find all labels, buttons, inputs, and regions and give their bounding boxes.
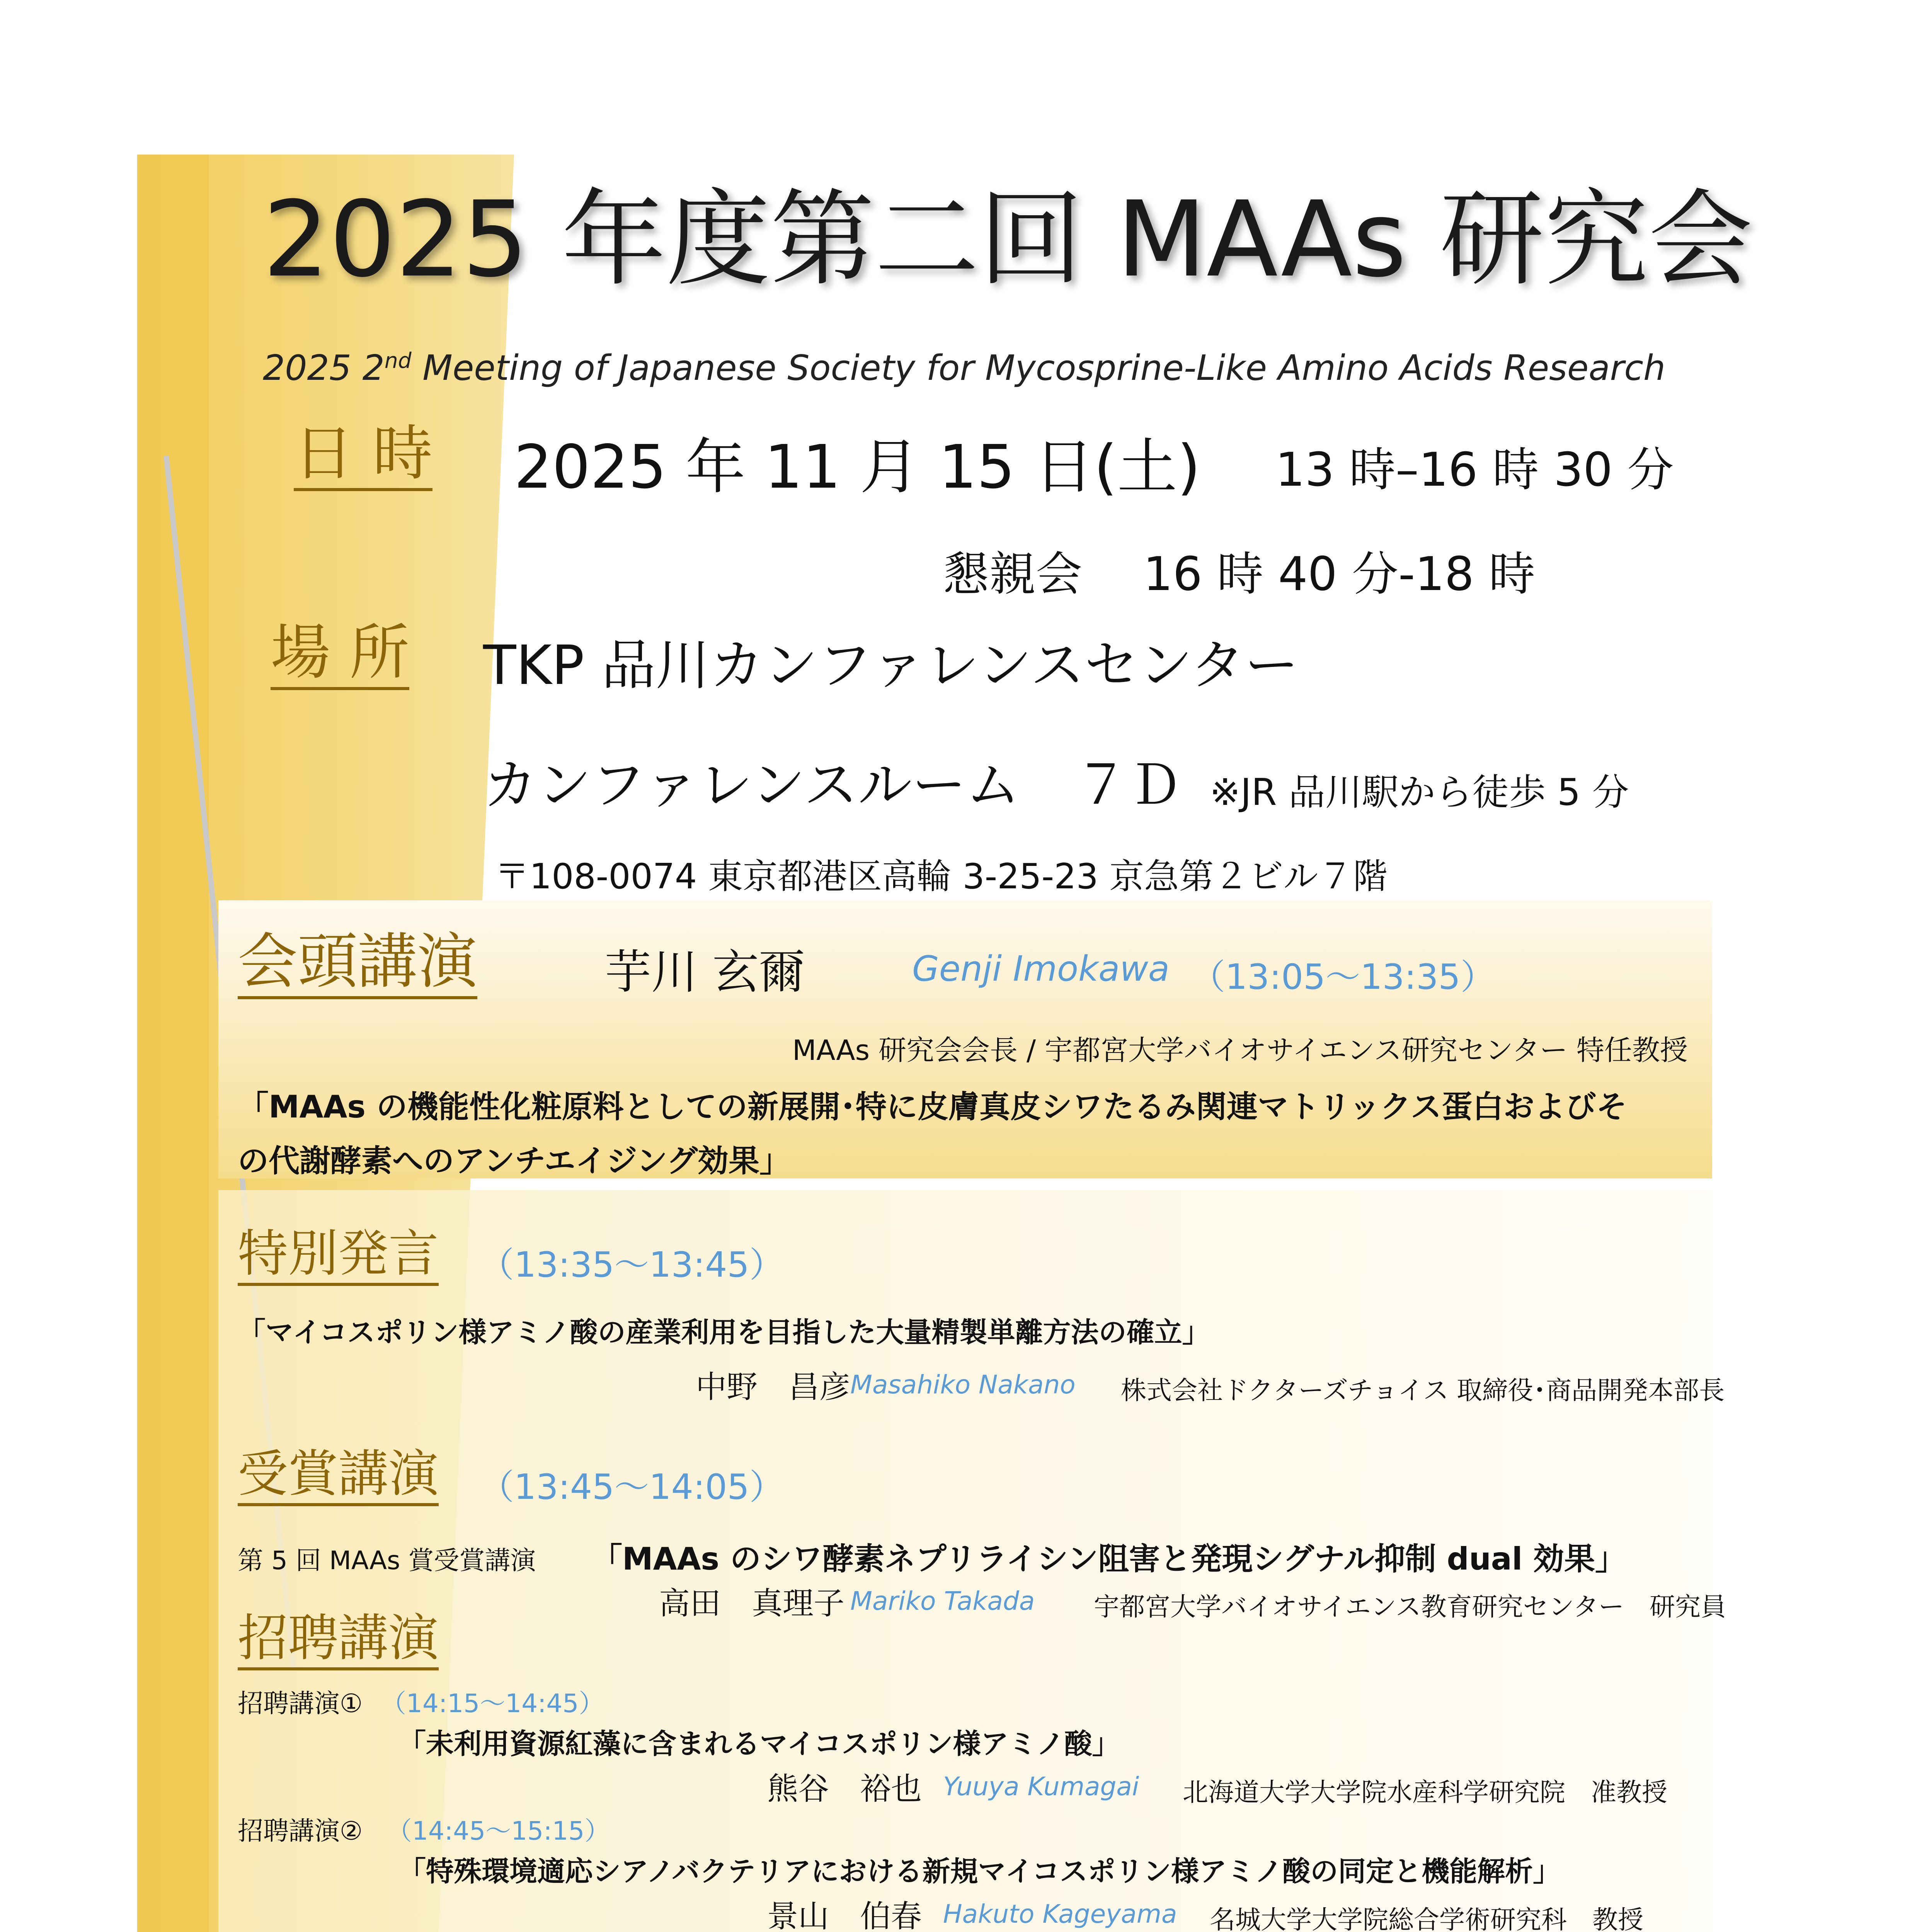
page-subtitle	[263, 348, 1665, 388]
invited-2-speaker: 景山 伯春	[767, 1898, 922, 1932]
event-time: 13 時–16 時 30 分	[1275, 443, 1674, 497]
venue-room: カンファレンスルーム ７Ｄ	[483, 754, 1183, 817]
keynote-speaker: 芋川 玄爾	[605, 946, 805, 999]
invited-2-num: 招聘講演②	[238, 1816, 363, 1846]
invited-1-affiliation: 北海道大学大学院水産科学研究院 准教授	[1183, 1777, 1667, 1807]
invited-2-speaker-en: Hakuto Kageyama	[943, 1899, 1177, 1929]
keynote-label: 会頭講演	[238, 927, 477, 999]
award-label: 受賞講演	[238, 1445, 439, 1506]
special-title: 「マイコスポリン様アミノ酸の産業利用を目指した大量精製単離方法の確立」	[238, 1316, 1210, 1349]
invited-1-num: 招聘講演①	[238, 1689, 363, 1718]
subtitle-sup: nd	[384, 348, 412, 373]
invited-1-title: 「未利用資源紅藻に含まれるマイコスポリン様アミノ酸」	[398, 1728, 1120, 1760]
award-affiliation: 宇都宮大学バイオサイエンス教育研究センター 研究員	[1094, 1592, 1726, 1622]
special-affiliation: 株式会社ドクターズチョイス 取締役･商品開発本部長	[1121, 1376, 1725, 1405]
special-speaker: 中野 昌彦	[696, 1369, 850, 1405]
party-time: 懇親会 16 時 40 分-18 時	[943, 548, 1536, 601]
keynote-speaker-en: Genji Imokawa	[912, 949, 1170, 989]
invited-2-title: 「特殊環境適応シアノバクテリアにおける新規マイコスポリン様アミノ酸の同定と機能解析」	[398, 1855, 1561, 1888]
venue-name: TKP 品川カンファレンスセンター	[483, 634, 1299, 697]
award-prefix: 第 5 回 MAAs 賞受賞講演	[238, 1546, 536, 1575]
invited-1-speaker-en: Yuuya Kumagai	[943, 1772, 1139, 1801]
page-title: 2025 年度第二回 MAAs 研究会	[263, 179, 1753, 300]
venue-access: ※JR 品川駅から徒歩 5 分	[1210, 771, 1629, 814]
keynote-title-2: の代謝酵素へのアンチエイジング効果」	[238, 1143, 790, 1179]
event-date: 2025 年 11 月 15 日(土)	[514, 432, 1201, 502]
subtitle-post: Meeting of Japanese Society for Mycosprine-Like Amino Acids Research	[411, 348, 1666, 388]
subtitle-pre: 2025 2	[263, 348, 385, 388]
special-label: 特別発言	[238, 1225, 439, 1286]
award-title: 「MAAs のシワ酵素ネプリライシン阻害と発現シグナル抑制 dual 効果」	[591, 1541, 1626, 1577]
keynote-time: （13:05～13:35）	[1190, 957, 1495, 997]
date-label: 日 時	[294, 419, 432, 491]
venue-address: 〒108-0074 東京都港区高輪 3-25-23 京急第２ビル７階	[495, 856, 1388, 897]
invited-label: 招聘講演	[238, 1609, 439, 1670]
venue-label: 場 所	[271, 618, 409, 690]
keynote-affiliation: MAAs 研究会会長 / 宇都宮大学バイオサイエンス研究センター 特任教授	[792, 1034, 1688, 1066]
special-speaker-en: Masahiko Nakano	[850, 1370, 1076, 1400]
award-speaker: 高田 真理子	[659, 1585, 844, 1621]
award-time: （13:45～14:05）	[479, 1467, 784, 1507]
invited-1-time: （14:15～14:45）	[381, 1689, 604, 1718]
invited-2-time: （14:45～15:15）	[386, 1816, 610, 1846]
award-speaker-en: Mariko Takada	[850, 1586, 1035, 1616]
invited-1-speaker: 熊谷 裕也	[767, 1771, 922, 1807]
keynote-title-1: 「MAAs の機能性化粧原料としての新展開･特に皮膚真皮シワたるみ関連マトリックス蛋白およびそ	[238, 1089, 1627, 1125]
invited-2-affiliation: 名城大学大学院総合学術研究科 教授	[1210, 1905, 1643, 1932]
special-time: （13:35～13:45）	[479, 1245, 784, 1285]
